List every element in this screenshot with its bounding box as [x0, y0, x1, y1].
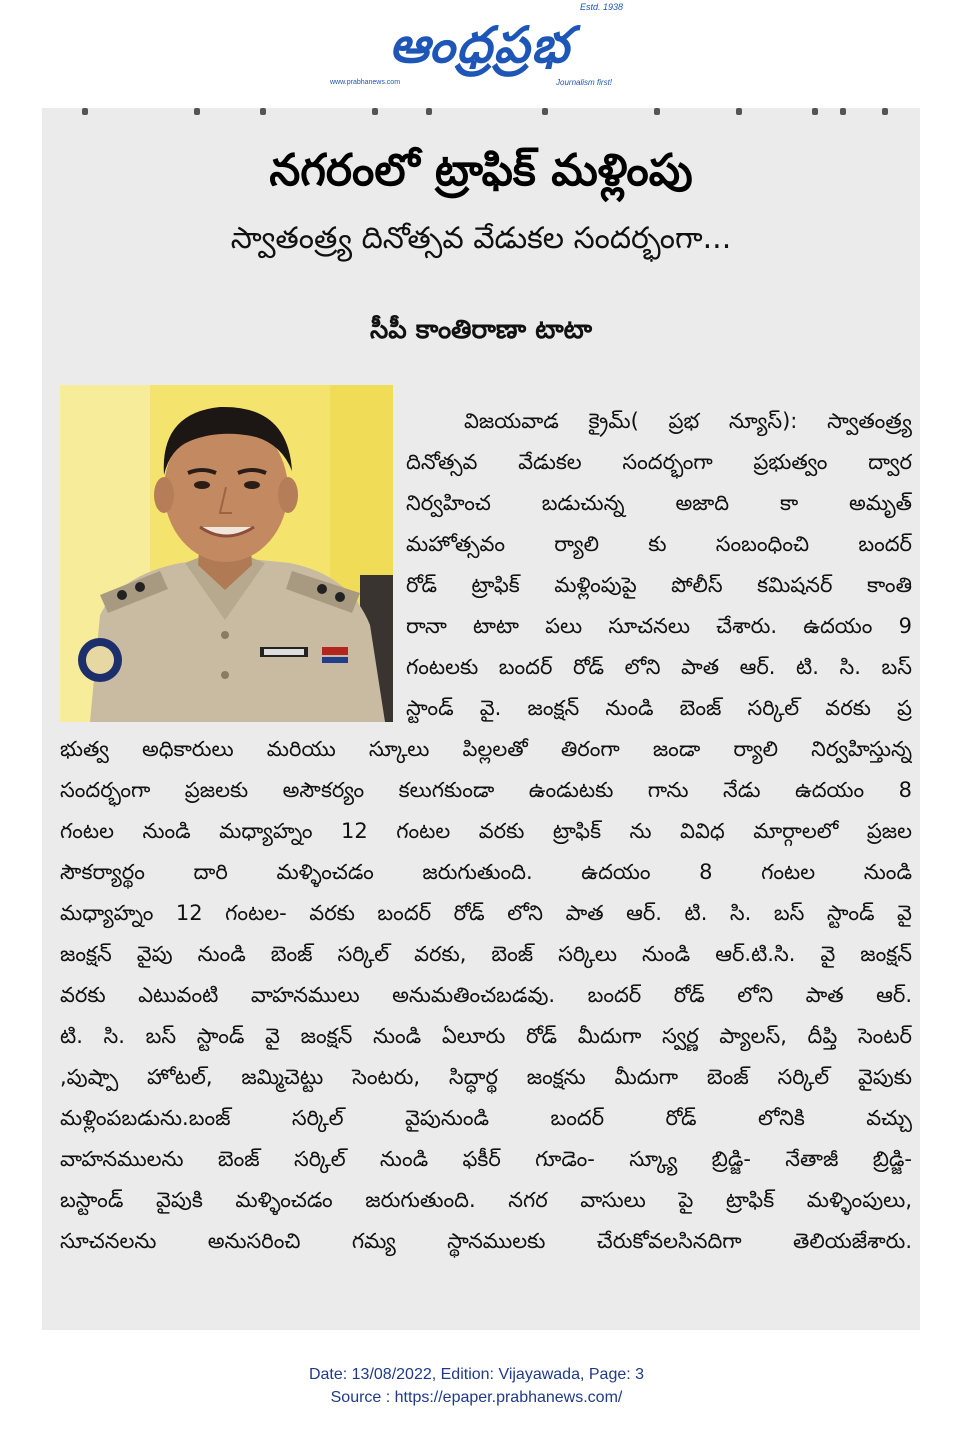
body-line: మధ్యాహ్నం 12 గంటల- వరకు బందర్ రోడ్ లోని పాత ఆర్. టి. సి. బస్ స్టాండ్ వై — [60, 901, 912, 925]
body-line: రానా టాటా పలు సూచనలు చేశారు. ఉదయం 9 — [406, 614, 912, 638]
body-line: సందర్భంగా ప్రజలకు అసౌకర్యం కలుగకుండా ఉండుటకు గాను నేడు ఉదయం 8 — [60, 778, 912, 802]
body-line: నిర్వహించ బడుచున్న అజాది కా అమృత్ — [406, 491, 912, 515]
body-line: మళ్లింపబడును.బంజ్ సర్కిల్ వైపునుండి బందర్ రోడ్ లోనికి వచ్చు — [60, 1106, 912, 1130]
body-line: భుత్వ అధికారులు మరియు స్కూలు పిల్లలతో తిరంగా జండా ర్యాలి నిర్వహిస్తున్న — [60, 737, 912, 761]
body-line: వాహనములను బెంజ్ సర్కిల్ నుండి ఫకీర్ గూడెం- స్క్యూ బ్రిడ్జి- నేతాజీ బ్రిడ్జి- — [60, 1147, 912, 1171]
masthead — [0, 0, 953, 100]
body-line: గంటలకు బందర్ రోడ్ లోని పాత ఆర్. టి. సి. బస్ — [406, 655, 912, 679]
footer-source-link[interactable]: Source : https://epaper.prabhanews.com/ — [330, 1389, 623, 1406]
footer-date-edition: Date: 13/08/2022, Edition: Vijayawada, Page: 3 — [308, 1366, 645, 1383]
body-line: స్టాండ్ వై. జంక్షన్ నుండి బెంజ్ సర్కిల్ వరకు ప్ర — [406, 696, 912, 720]
body-line: రోడ్ ట్రాఫిక్ మళ్లింపుపై పోలీస్ కమిషనర్ కాంతి — [406, 573, 912, 597]
masthead-estd: Estd. 1938 — [580, 2, 624, 12]
body-line: జంక్షన్ వైపు నుండి బెంజ్ సర్కిల్ వరకు, బెంజ్ సర్కిలు నుండి ఆర్.టి.సి. వై జంక్షన్ — [60, 942, 912, 966]
body-line: టి. సి. బస్ స్టాండ్ వై జంక్షన్ నుండి ఏలూరు రోడ్ మీదుగా స్వర్ణ ప్యాలస్, దీప్తి సెంటర్ — [60, 1024, 912, 1048]
body-line: విజయవాడ క్రైమ్( ప్రభ న్యూస్): స్వాతంత్ర్య — [464, 409, 912, 433]
body-line: వరకు ఎటువంటి వాహనములు అనుమతించబడవు. బందర్ రోడ్ లోని పాత ఆర్. — [60, 983, 912, 1007]
body-line: దినోత్సవ వేడుకల సందర్భంగా ప్రభుత్వం ద్వార — [406, 450, 912, 474]
article-body — [42, 108, 920, 1330]
body-line: బస్టాండ్ వైపుకి మళ్ళించడం జరుగుతుంది. నగర వాసులు పై ట్రాఫిక్ మళ్ళింపులు, — [60, 1188, 912, 1212]
body-line: సౌకర్యార్థం దారి మళ్ళించడం జరుగుతుంది. ఉదయం 8 గంటల నుండి — [60, 860, 912, 884]
body-line: గంటల నుండి మధ్యాహ్నం 12 గంటల వరకు ట్రాఫిక్ ను వివిధ మార్గాలలో ప్రజల — [60, 819, 912, 843]
body-line: సూచనలను అనుసరించి గమ్య స్థానములకు చేరుకోవలసినదిగా తెలియజేశారు. — [60, 1229, 912, 1253]
article-clip — [42, 108, 920, 1330]
body-line: ,పుష్పా హోటల్, జమ్మిచెట్టు సెంటరు, సిద్ధార్థ జంక్షను మీదుగా బెంజ్ సర్కిల్ వైపుకు — [60, 1065, 912, 1089]
article-subheadline: స్వాతంత్ర్య దినోత్సవ వేడుకల సందర్భంగా... — [230, 221, 732, 256]
article-headline: నగరంలో ట్రాఫిక్ మళ్లింపు — [269, 145, 693, 196]
masthead-logo: ఆంధ్రప్రభ — [389, 16, 571, 74]
masthead-tagline: Journalism first! — [556, 78, 613, 87]
article-byline: సీపీ కాంతిరాణా టాటా — [369, 315, 593, 345]
body-line: మహోత్సవం ర్యాలి కు సంబంధించి బందర్ — [406, 532, 912, 556]
masthead-website: www.prabhanews.com — [330, 79, 401, 86]
